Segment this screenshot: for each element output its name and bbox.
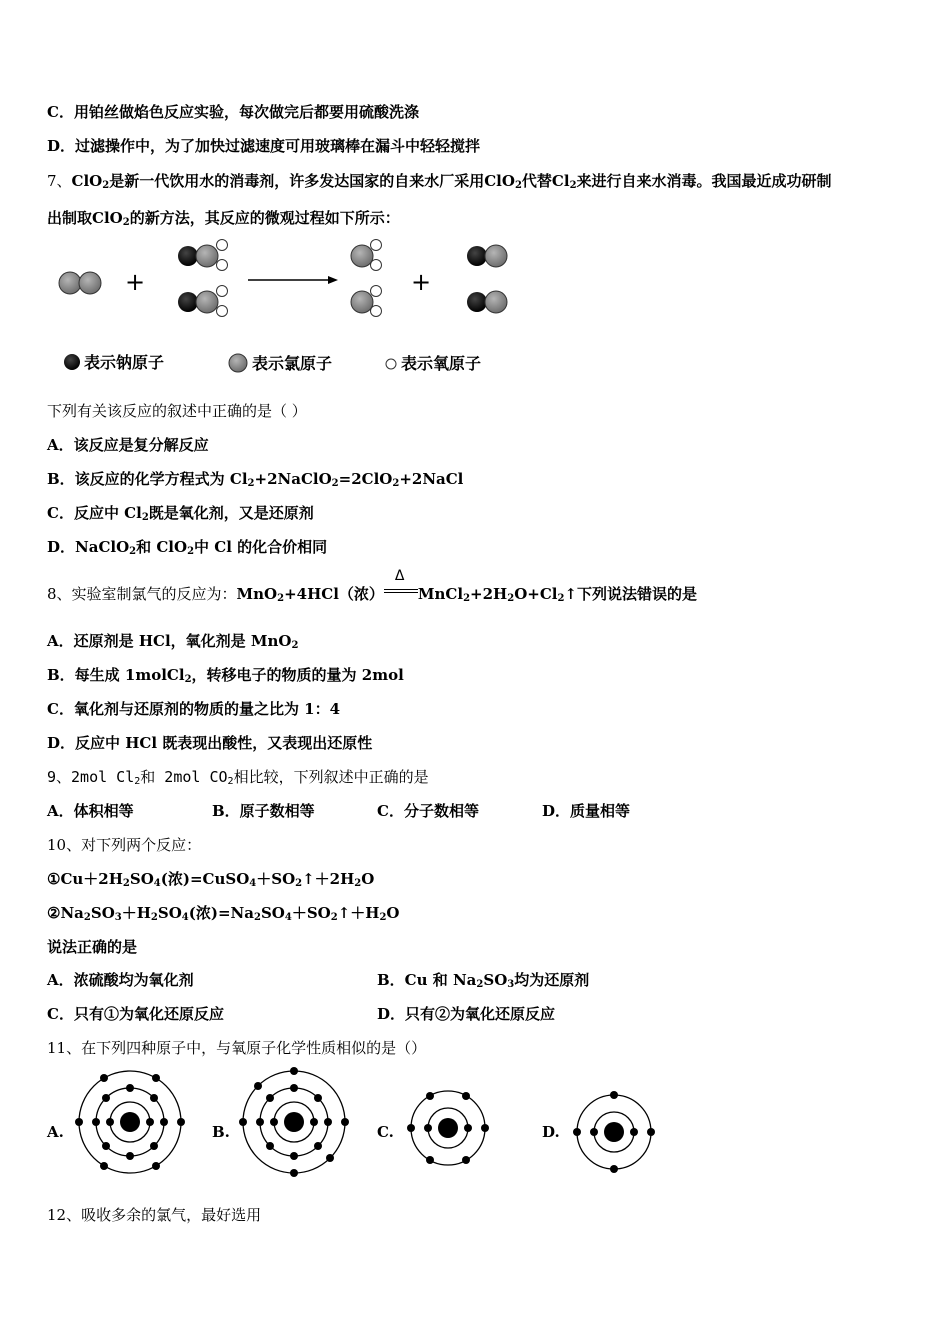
nacl-molecule-1 xyxy=(467,245,507,267)
q10-reaction-2: $②Na_2SO_3+H_2SO_4$(浓)$=Na_2SO_4+SO_2↑+H_2O$ xyxy=(47,904,400,923)
q7-option-a: A．该反应是复分解反应 xyxy=(47,436,209,454)
legend-cl: 表示氯原子 xyxy=(252,354,333,373)
naclo2-molecule-2 xyxy=(178,286,228,317)
naclo2-molecule-1 xyxy=(178,240,228,271)
q8-stem: 8、实验室制氯气的反应为：MnO$_2$+4HCl（浓） Δ $MnCl_2+2H_2O+Cl_2↑$下列说法错误的是 xyxy=(47,568,698,604)
q6-option-c: C．用铂丝做焰色反应实验，每次做完后都要用硫酸洗涤 xyxy=(47,103,419,121)
q10-option-c: C．只有①为氧化还原反应 xyxy=(47,1005,224,1023)
q7-ask: 下列有关该反应的叙述中正确的是（ ） xyxy=(47,402,307,420)
nacl-molecule-2 xyxy=(467,291,507,313)
q9-option-b: B．原子数相等 xyxy=(212,802,315,820)
cl-atom-icon xyxy=(229,354,247,372)
atom-diagram-a xyxy=(74,1066,186,1178)
q7-reaction-diagram xyxy=(50,236,520,384)
reaction-arrow-icon xyxy=(248,276,338,284)
q10-ask: 说法正确的是 xyxy=(47,938,138,956)
q7-stem-line1: 7、ClO$_2$是新一代饮用水的消毒剂，许多发达国家的自来水厂采用ClO$_2$代替$Cl_2$来进行自来水消毒。我国最近成功研制 xyxy=(47,172,832,191)
na-atom-icon xyxy=(64,354,80,370)
plus-icon: + xyxy=(125,268,146,296)
q10-option-d: D．只有②为氧化还原反应 xyxy=(377,1005,556,1023)
q9-option-a: A．体积相等 xyxy=(47,802,134,820)
q8-option-d: D．反应中 HCl 既表现出酸性，又表现出还原性 xyxy=(47,734,373,752)
clo2-molecule-2 xyxy=(351,286,382,317)
legend xyxy=(64,353,481,373)
q7-option-b: B．该反应的化学方程式为 $Cl_2+2NaClO_2=2ClO_2+2NaCl$ xyxy=(47,470,464,489)
clo2-molecule-1 xyxy=(351,240,382,271)
legend-o: 表示氧原子 xyxy=(401,354,482,373)
o-atom-icon xyxy=(386,359,396,369)
q10-stem: 10、对下列两个反应： xyxy=(47,836,202,854)
q9-option-d: D．质量相等 xyxy=(542,802,631,820)
q8-option-c: C．氧化剂与还原剂的物质的量之比为 1：4 xyxy=(47,700,341,718)
q10-reaction-1: $①Cu+2H_2SO_4$(浓)$=CuSO_4+SO_2↑+2H_2O$ xyxy=(47,870,375,889)
atom-diagram-c xyxy=(406,1086,490,1170)
q11-stem: 11、在下列四种原子中，与氧原子化学性质相似的是（） xyxy=(47,1039,427,1057)
q11-label-b: B. xyxy=(212,1123,230,1141)
q8-option-a: A．还原剂是 HCl，氧化剂是 MnO$_2$ xyxy=(47,632,299,651)
q9-stem: 9、2mol $Cl_2$和 2mol $CO_2$相比较，下列叙述中正确的是 xyxy=(47,768,429,787)
q10-option-a: A．浓硫酸均为氧化剂 xyxy=(47,971,194,989)
q9-option-c: C．分子数相等 xyxy=(377,802,479,820)
q10-option-b: B．Cu 和 $Na_2SO_3$均为还原剂 xyxy=(377,971,590,990)
q6-option-d: D．过滤操作中，为了加快过滤速度可用玻璃棒在漏斗中轻轻搅拌 xyxy=(47,137,481,155)
q7-option-c: C．反应中 $Cl_2$既是氧化剂，又是还原剂 xyxy=(47,504,314,523)
q7-stem-line2: 出制取ClO$_2$的新方法，其反应的微观过程如下所示： xyxy=(47,209,400,228)
q11-label-d: D. xyxy=(542,1123,560,1141)
heating-condition-sign: Δ xyxy=(384,584,418,604)
atom-diagram-b xyxy=(238,1066,350,1178)
plus-icon: + xyxy=(411,268,432,296)
q12-stem: 12、吸收多余的氯气，最好选用 xyxy=(47,1206,262,1224)
legend-na: 表示钠原子 xyxy=(84,353,165,372)
q7-option-d: D．NaClO$_2$和 ClO$_2$中 Cl 的化合价相同 xyxy=(47,538,328,557)
q11-label-a: A. xyxy=(47,1123,64,1141)
cl2-molecule xyxy=(59,272,101,294)
q11-label-c: C. xyxy=(377,1123,394,1141)
atom-diagram-d xyxy=(572,1090,656,1174)
q8-option-b: B．每生成 1molCl$_2$，转移电子的物质的量为 2mol xyxy=(47,666,404,685)
